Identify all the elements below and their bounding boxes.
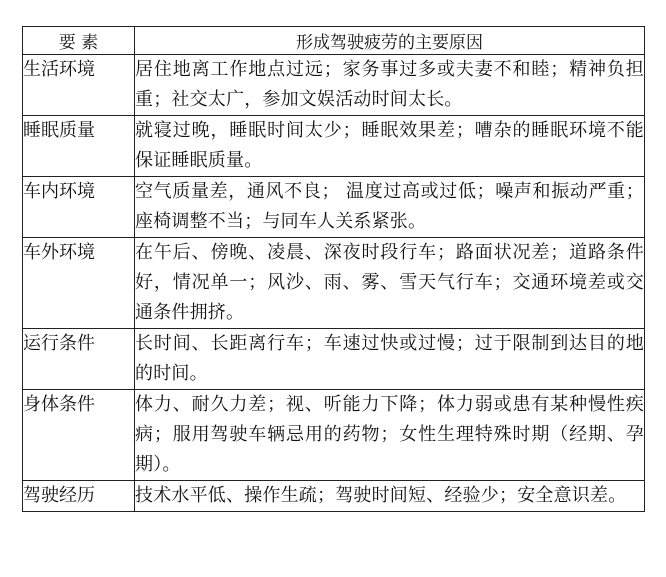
cause-cell: 在午后、傍晚、凌晨、深夜时段行车；路面状况差；道路条件好，情况单一；风沙、雨、雾、雪天气行车；交通环境差或交通条件拥挤。 xyxy=(135,238,645,329)
factor-cell: 车内环境 xyxy=(23,177,135,238)
factor-cell: 身体条件 xyxy=(23,390,135,481)
cause-cell: 居住地离工作地点过远；家务事过多或夫妻不和睦；精神负担重；社交太广，参加文娱活动时间太长。 xyxy=(135,55,645,116)
table-row xyxy=(23,238,645,329)
table-row xyxy=(23,329,645,390)
factor-cell: 生活环境 xyxy=(23,55,135,116)
table-row xyxy=(23,55,645,116)
table-row xyxy=(23,116,645,177)
cause-cell: 空气质量差，通风不良； 温度过高或过低；噪声和振动严重；座椅调整不当；与同车人关系紧张。 xyxy=(135,177,645,238)
factor-cell: 睡眠质量 xyxy=(23,116,135,177)
factor-cell: 车外环境 xyxy=(23,238,135,329)
table-row xyxy=(23,390,645,481)
header-row xyxy=(23,27,645,55)
fatigue-causes-table xyxy=(22,26,645,512)
cause-cell: 技术水平低、操作生疏；驾驶时间短、经验少；安全意识差。 xyxy=(135,481,645,512)
factor-cell: 运行条件 xyxy=(23,329,135,390)
cause-cell: 就寝过晚，睡眠时间太少；睡眠效果差；嘈杂的睡眠环境不能保证睡眠质量。 xyxy=(135,116,645,177)
cause-cell: 体力、耐久力差；视、听能力下降；体力弱或患有某种慢性疾病；服用驾驶车辆忌用的药物；女性生理特殊时期（经期、孕期）。 xyxy=(135,390,645,481)
table-row xyxy=(23,481,645,512)
header-factor: 要 素 xyxy=(23,27,135,55)
table-row xyxy=(23,177,645,238)
cause-cell: 长时间、长距离行车；车速过快或过慢；过于限制到达目的地的时间。 xyxy=(135,329,645,390)
header-cause: 形成驾驶疲劳的主要原因 xyxy=(135,27,645,55)
factor-cell: 驾驶经历 xyxy=(23,481,135,512)
